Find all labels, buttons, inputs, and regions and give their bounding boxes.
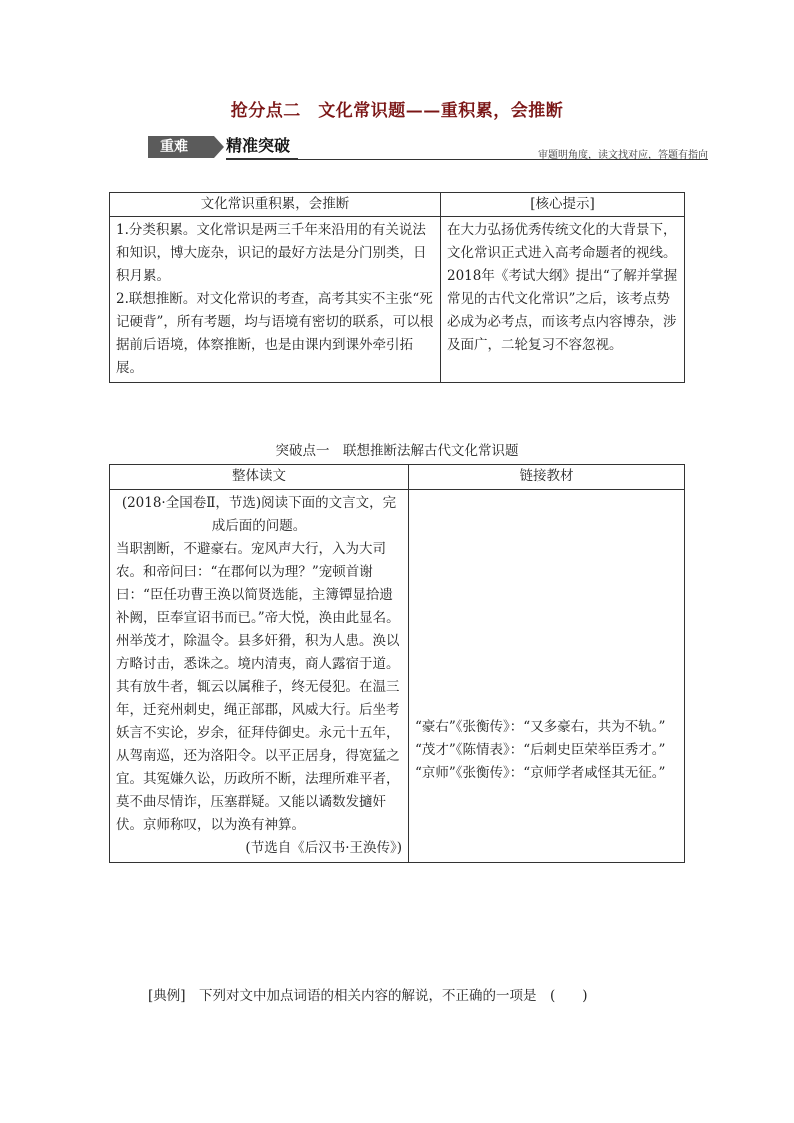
source-line: (2018·全国卷Ⅱ，节选)阅读下面的文言文，完成后面的问题。 (121, 495, 397, 534)
core-tips-table (109, 192, 685, 383)
table1-header-left: 文化常识重积累，会推断 (110, 193, 441, 217)
banner-arrow-icon (214, 136, 224, 158)
banner-heading: 精准突破 (226, 133, 298, 160)
citation: (节选自《后汉书·王涣传》) (245, 840, 402, 856)
example-question: [典例] 下列对文中加点词语的相关内容的解说，不正确的一项是 ( ) (148, 988, 588, 1004)
section-banner (148, 132, 708, 162)
reading-table (109, 464, 685, 863)
banner-hint: 审题明角度，读文找对应，答题有指向 (538, 150, 708, 161)
table2-header-right: 链接教材 (409, 465, 685, 490)
passage-cell (110, 490, 409, 863)
table2-header-left: 整体读文 (110, 465, 409, 490)
table1-right-cell (441, 217, 685, 383)
link-haoyou: “豪右”《张衡传》：“又多豪右，共为不轨。” (415, 718, 666, 735)
section-title: 突破点一 联想推断法解古代文化常识题 (275, 443, 519, 459)
banner-tag: 重难 (148, 136, 214, 158)
tip-classify: 1.分类积累。文化常识是两三千年来沿用的有关说法和知识，博大庞杂，识记的最好方法是分门别类，日积月累。 (116, 222, 427, 284)
textbook-links-cell (409, 490, 685, 863)
page-title: 抢分点二 文化常识题——重积累，会推断 (230, 101, 564, 121)
passage-text: 当职割断，不避豪右。宠风声大行，入为大司农。和帝问曰：“在郡何以为理？”宠顿首谢曰：“臣任功曹王涣以简贤选能，主簿镡显拾遗补阙，臣奉宣诏书而已。”帝大悦，涣由此显名。州举茂才，除温令。县多奸猾，积为人患。涣以方略讨击，悉诛之。境内清夷，商人露宿于道。其有放牛者，辄云以属稚子，终无侵犯。在温三年，迁兖州刺史，绳正部郡，风威大行。后坐考妖言不实论，岁余，征拜侍御史。永元十五年，从驾南巡，还为洛阳令。以平正居身，得宽猛之宜。其冤嫌久讼，历政所不断，法理所难平者，莫不曲尽情诈，压塞群疑。又能以谲数发擿奸伏。京师称叹，以为涣有神算。 (116, 541, 400, 833)
table1-left-cell (110, 217, 441, 383)
link-jingshi: “京师”《张衡传》：“京师学者咸怪其无征。” (415, 764, 666, 781)
tip-infer: 2.联想推断。对文化常识的考查，高考其实不主张“死记硬背”，所有考题，均与语境有密切的联系，可以根据前后语境，体察推断，也是由课内到课外牵引拓展。 (116, 291, 434, 376)
link-maocai: “茂才”《陈情表》：“后刺史臣荣举臣秀才。” (415, 741, 666, 758)
table1-header-right: [核心提示] (441, 193, 685, 217)
core-hint-text: 在大力弘扬优秀传统文化的大背景下，文化常识正式进入高考命题者的视线。2018年《考试大纲》提出“了解并掌握常见的古代文化常识”之后，该考点势必成为必考点，而该考点内容博杂，涉及面广，二轮复习不容忽视。 (447, 222, 678, 353)
